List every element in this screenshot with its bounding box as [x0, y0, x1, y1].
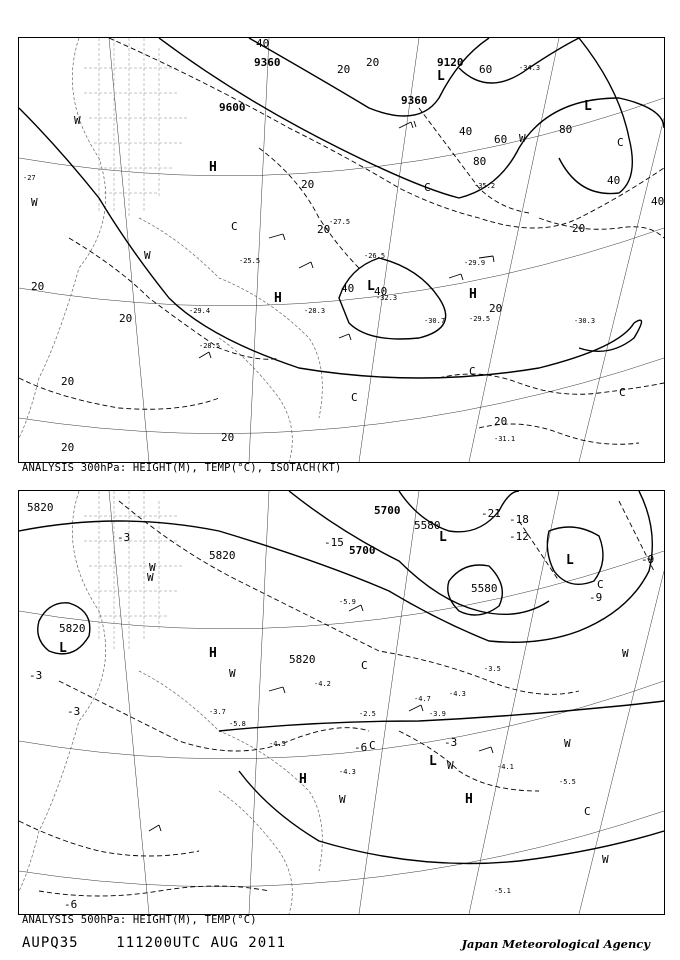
- station-observations: [23, 64, 595, 443]
- contour-label: 5820: [27, 501, 54, 514]
- graticule: [19, 38, 664, 462]
- high-pressure-symbol: H: [469, 287, 477, 302]
- warm-symbol: W: [229, 667, 236, 680]
- station-value: -32.3: [376, 294, 398, 302]
- station-value: -3.7: [209, 708, 226, 716]
- contour-labels: [31, 38, 664, 454]
- cold-symbol: C: [369, 739, 376, 752]
- warm-symbol: W: [339, 793, 346, 806]
- station-value: -5.9: [339, 598, 356, 606]
- station-value: -35.2: [474, 182, 496, 190]
- contour-label: -3: [67, 705, 81, 718]
- contour-label: 20: [489, 302, 503, 315]
- station-value: -3.5: [484, 665, 501, 673]
- station-value: -28.5: [199, 342, 221, 350]
- cold-symbol: C: [597, 578, 604, 591]
- contour-label: -21: [481, 507, 501, 520]
- low-pressure-symbol: L: [429, 754, 437, 769]
- wind-barbs: [149, 605, 493, 831]
- wind-barbs: [199, 121, 494, 358]
- low-pressure-symbol: L: [439, 530, 447, 545]
- high-pressure-symbol: H: [209, 160, 217, 175]
- contour-label: 40: [459, 125, 473, 138]
- station-value: -5.8: [229, 720, 246, 728]
- contour-label: -12: [509, 530, 529, 543]
- warm-symbol: W: [447, 759, 454, 772]
- contour-label: 20: [366, 56, 380, 69]
- high-pressure-symbol: H: [465, 792, 473, 807]
- station-value: -26.5: [364, 252, 386, 260]
- isotherms: [19, 501, 654, 896]
- map-300hpa: [18, 37, 665, 463]
- contour-label: 20: [317, 223, 331, 236]
- station-value: -29.5: [469, 315, 491, 323]
- warm-symbol: W: [149, 561, 156, 574]
- station-value: -29.4: [189, 307, 211, 315]
- contour-label: 5820: [289, 653, 316, 666]
- hatched-area: [84, 491, 184, 651]
- warm-symbol: W: [144, 249, 151, 262]
- contour-label: 20: [61, 375, 75, 388]
- warm-symbol: W: [31, 196, 38, 209]
- warm-symbol: W: [147, 571, 154, 584]
- station-value: -4.5: [269, 740, 286, 748]
- contour-label: 20: [221, 431, 235, 444]
- cold-symbol: C: [469, 365, 476, 378]
- station-value: -4.3: [339, 768, 356, 776]
- contour-label: 40: [374, 285, 388, 298]
- cold-symbol: C: [231, 220, 238, 233]
- map-500hpa-canvas: [19, 491, 664, 914]
- cold-symbol: C: [619, 386, 626, 399]
- contour-label: -3: [117, 531, 131, 544]
- product-id: AUPQ35: [22, 935, 79, 951]
- contour-labels: [27, 501, 654, 911]
- contour-label: 9360: [401, 94, 428, 107]
- station-value: -34.3: [519, 64, 541, 72]
- low-pressure-symbol: L: [566, 553, 574, 568]
- contour-label: -6: [64, 898, 78, 911]
- low-pressure-symbol: L: [437, 69, 445, 84]
- contour-label: 40: [341, 282, 355, 295]
- map-300hpa-canvas: [19, 38, 664, 462]
- station-value: -4.3: [449, 690, 466, 698]
- station-value: -4.1: [497, 763, 514, 771]
- contour-label: 9120: [437, 56, 464, 69]
- high-pressure-symbol: H: [274, 291, 282, 306]
- caption-300hpa: ANALYSIS 300hPa: HEIGHT(M), TEMP(°C), ISOTACH(KT): [22, 462, 342, 474]
- station-value: -29.9: [464, 259, 486, 267]
- chart-identifier: [22, 935, 286, 951]
- warm-symbol: W: [602, 853, 609, 866]
- station-value: -4.7: [414, 695, 431, 703]
- station-value: -27.5: [329, 218, 351, 226]
- contour-label: 9600: [219, 101, 246, 114]
- low-pressure-symbol: L: [59, 641, 67, 656]
- caption-500hpa: ANALYSIS 500hPa: HEIGHT(M), TEMP(°C): [22, 914, 257, 926]
- station-value: -28.3: [304, 307, 326, 315]
- contour-label: 80: [473, 155, 487, 168]
- contour-label: 9360: [254, 56, 281, 69]
- valid-time: 111200UTC AUG 2011: [116, 935, 287, 951]
- contour-label: 5700: [349, 544, 376, 557]
- contour-label: 20: [61, 441, 75, 454]
- contour-label: 80: [559, 123, 573, 136]
- station-value: -5.1: [494, 887, 511, 895]
- isotach-hatching: [84, 38, 189, 218]
- station-value: -30.3: [574, 317, 596, 325]
- contour-label: 5820: [209, 549, 236, 562]
- contour-label: 20: [119, 312, 133, 325]
- warm-symbol: W: [622, 647, 629, 660]
- station-value: -30.7: [424, 317, 446, 325]
- station-value: -25.5: [239, 257, 261, 265]
- contour-label: 40: [256, 38, 270, 50]
- contour-label: -18: [509, 513, 529, 526]
- isotachs: [19, 38, 664, 444]
- contour-label: 20: [494, 415, 508, 428]
- contour-label: -3: [29, 669, 43, 682]
- warm-symbol: W: [74, 114, 81, 127]
- contour-label: -3: [444, 736, 458, 749]
- low-pressure-symbol: L: [584, 99, 592, 114]
- contour-label: 5700: [374, 504, 401, 517]
- cold-symbol: C: [584, 805, 591, 818]
- cold-symbol: C: [617, 136, 624, 149]
- cold-symbol: C: [361, 659, 368, 672]
- agency-credit: Japan Meteorological Agency: [461, 937, 650, 951]
- contour-label: -15: [324, 536, 344, 549]
- cold-symbol: C: [424, 181, 431, 194]
- contour-label: 20: [572, 222, 586, 235]
- contour-label: 5580: [471, 582, 498, 595]
- coastline: [19, 491, 322, 914]
- contour-label: 60: [494, 133, 508, 146]
- map-500hpa: [18, 490, 665, 915]
- station-value: -31.1: [494, 435, 516, 443]
- contour-label: -6: [354, 741, 368, 754]
- cold-symbol: C: [351, 391, 358, 404]
- warm-symbol: W: [519, 132, 526, 145]
- station-value: -4.2: [314, 680, 331, 688]
- station-value: -2.5: [359, 710, 376, 718]
- contour-label: 5820: [59, 622, 86, 635]
- contour-label: 20: [337, 63, 351, 76]
- contour-label: -9: [589, 591, 603, 604]
- height-contours: [19, 38, 664, 378]
- warm-symbol: W: [564, 737, 571, 750]
- contour-label: 20: [31, 280, 45, 293]
- coastline: [19, 38, 322, 462]
- contour-label: 20: [301, 178, 315, 191]
- contour-label: 40: [651, 195, 664, 208]
- station-value: -27: [23, 174, 36, 182]
- contour-label: 60: [479, 63, 493, 76]
- high-pressure-symbol: H: [209, 646, 217, 661]
- low-pressure-symbol: L: [367, 279, 375, 294]
- contour-label: 5580: [414, 519, 441, 532]
- station-value: -5.5: [559, 778, 576, 786]
- station-value: -3.9: [429, 710, 446, 718]
- contour-label: -9: [641, 553, 655, 566]
- high-pressure-symbol: H: [299, 772, 307, 787]
- contour-label: 40: [607, 174, 621, 187]
